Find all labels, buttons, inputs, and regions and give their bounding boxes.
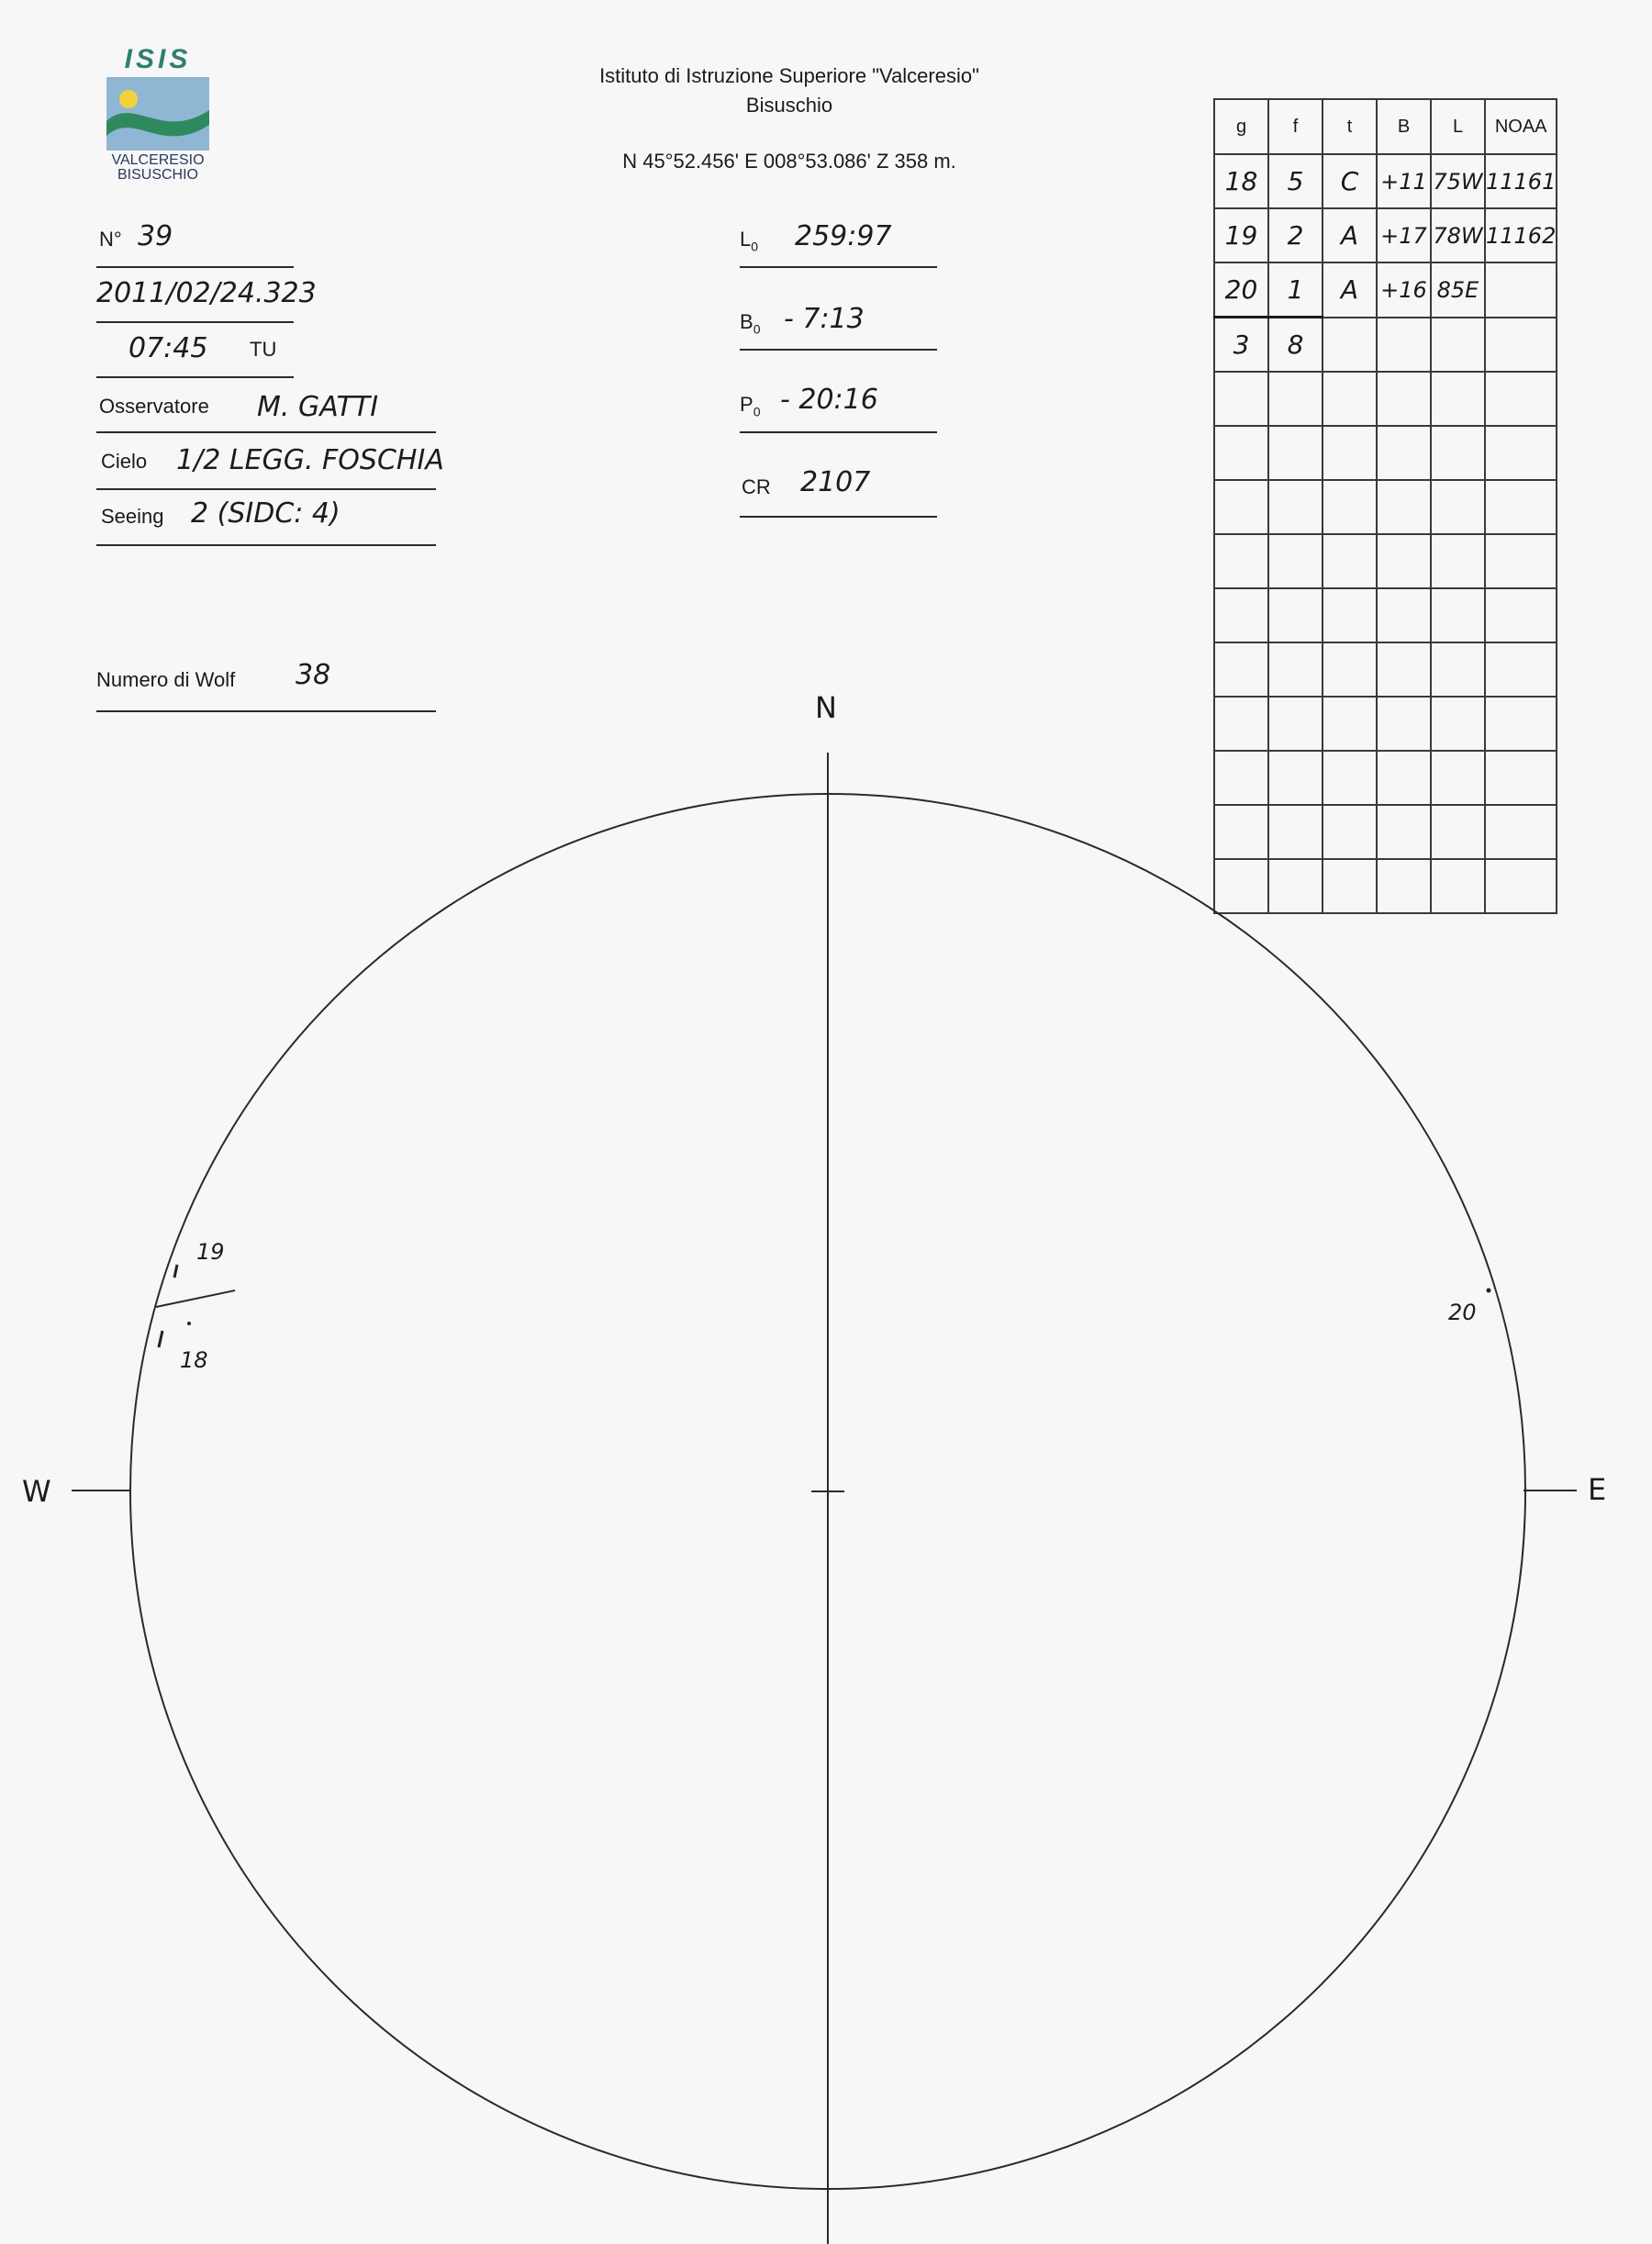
table-header-cell: g [1214, 99, 1268, 154]
table-cell: 19 [1214, 208, 1268, 262]
b0-letter: B [740, 310, 753, 333]
sunspot-group-18-dot [187, 1322, 191, 1325]
wolf-value: 38 [296, 659, 331, 691]
institute-town: Bisuschio [745, 94, 833, 117]
table-cell: 8 [1268, 318, 1323, 373]
table-cell: 18 [1214, 154, 1268, 208]
cr-value: 2107 [800, 466, 871, 498]
site-coordinates: N 45°52.456' E 008°53.086' Z 358 m. [622, 150, 956, 173]
table-header-cell: B [1377, 99, 1431, 154]
table-header-cell: f [1268, 99, 1323, 154]
sky-label: Cielo [101, 450, 148, 473]
b0-subscript: 0 [753, 321, 761, 337]
table-cell: 20 [1214, 262, 1268, 318]
table-cell: 11161 [1485, 154, 1557, 208]
wolf-label: Numero di Wolf [96, 668, 236, 691]
number-value: 39 [138, 220, 173, 252]
p0-value: - 20:16 [780, 384, 878, 416]
seeing-label: Seeing [101, 505, 164, 528]
group-18-label: 18 [180, 1347, 208, 1373]
l0-value: 259:97 [795, 220, 892, 252]
sky-value: 1/2 LEGG. FOSCHIA [176, 444, 444, 476]
east-label: E [1588, 1472, 1607, 1507]
table-header-cell: t [1323, 99, 1377, 154]
table-cell: A [1323, 262, 1377, 318]
table-cell: 11162 [1485, 208, 1557, 262]
group-20-label: 20 [1448, 1300, 1477, 1325]
sunspot-group-20-mark [1487, 1289, 1491, 1293]
number-label: N° [99, 228, 122, 251]
table-cell: 75W [1431, 154, 1485, 208]
seeing-value: 2 (SIDC: 4) [191, 497, 340, 530]
time-value: 07:45 [128, 332, 208, 364]
table-cell: 3 [1214, 318, 1268, 373]
group-separator-line [156, 1290, 235, 1307]
table-cell: +11 [1377, 154, 1431, 208]
table-cell: +16 [1377, 262, 1431, 318]
institute-name: Istituto di Istruzione Superiore "Valceresio" [599, 64, 979, 87]
north-label: N [815, 690, 837, 725]
p0-subscript: 0 [753, 404, 761, 419]
logo-line2: BISUSCHIO [117, 167, 198, 183]
group-19-label: 19 [196, 1239, 225, 1265]
table-cell: 1 [1268, 262, 1323, 318]
observer-value: M. GATTI [257, 391, 379, 423]
table-header-cell: L [1431, 99, 1485, 154]
l0-subscript: 0 [751, 239, 759, 254]
table-cell: 78W [1431, 208, 1485, 262]
b0-value: - 7:13 [784, 303, 865, 335]
sunspot-group-19-mark [174, 1265, 177, 1278]
time-unit: TU [250, 338, 277, 361]
west-label: W [22, 1474, 51, 1509]
l0-letter: L [740, 228, 752, 251]
table-cell: 85E [1431, 262, 1485, 318]
logo-brand: ISIS [124, 44, 192, 74]
table-cell: +17 [1377, 208, 1431, 262]
table-header-cell: NOAA [1485, 99, 1557, 154]
observer-label: Osservatore [99, 395, 209, 418]
logo-line1: VALCERESIO [111, 152, 205, 168]
table-cell: A [1323, 208, 1377, 262]
date-value: 2011/02/24.323 [96, 277, 317, 309]
p0-letter: P [740, 393, 753, 416]
cr-label: CR [742, 475, 771, 498]
table-cell: 5 [1268, 154, 1323, 208]
table-cell: 2 [1268, 208, 1323, 262]
table-cell: C [1323, 154, 1377, 208]
sunspot-group-18-mark [159, 1331, 162, 1347]
